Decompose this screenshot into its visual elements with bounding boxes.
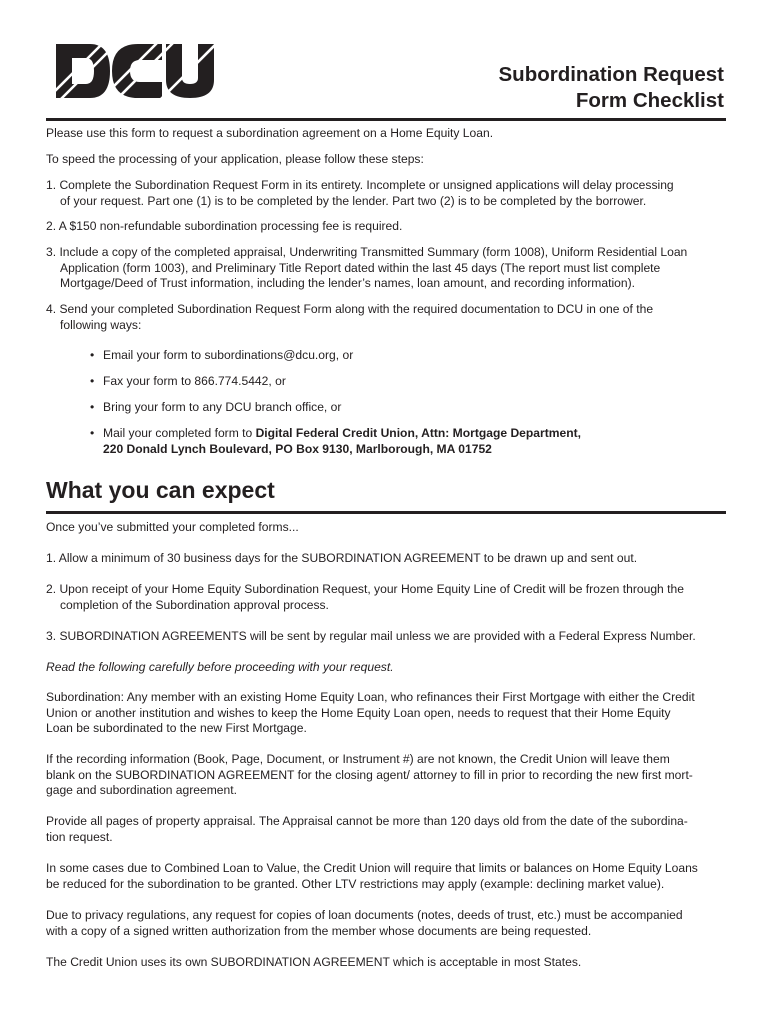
intro-steps-lead: To speed the processing of your application, please follow these steps: <box>46 152 424 166</box>
section-divider <box>46 511 726 514</box>
section-title-expect: What you can expect <box>46 477 275 503</box>
bullet-icon: • <box>90 348 95 362</box>
expect-item-2: 2. Upon receipt of your Home Equity Subordination Request, your Home Equity Line of Credit will be frozen through the completion of the Subordination approval process. <box>46 582 684 612</box>
step-2: 2. A $150 non-refundable subordination processing fee is required. <box>46 219 403 233</box>
way-mail: • Mail your completed form to Digital Federal Credit Union, Attn: Mortgage Department, 220 Donald Lynch Boulevard, PO Box 9130, Marlborough, MA 01752 <box>90 426 582 456</box>
step-3: 3. Include a copy of the completed appraisal, Underwriting Transmitted Summary (form 1008), Uniform Residential Loan Application (form 1003), and Preliminary Title Report dated within the last 45 days (The report must list complete Mortgage/Deed of Trust information, including the lender’s names, loan amount, and recording information). <box>46 245 688 291</box>
bullet-icon: • <box>90 400 95 414</box>
expect-item-3: 3. SUBORDINATION AGREEMENTS will be sent by regular mail unless we are provided with a Federal Express Number. <box>46 629 696 643</box>
title-line-2: Form Checklist <box>575 89 724 112</box>
paragraph-ltv: In some cases due to Combined Loan to Value, the Credit Union will require that limits or balances on Home Equity Loans be reduced for the subordination to be granted. Other LTV restrictions may apply (example: declining market value). <box>46 861 698 891</box>
dcu-logo <box>54 40 216 102</box>
mail-address-line-2: 220 Donald Lynch Boulevard, PO Box 9130, Marlborough, MA 01752 <box>103 441 492 456</box>
header-divider <box>46 118 726 121</box>
paragraph-recording-info: If the recording information (Book, Page, Document, or Instrument #) are not known, the Credit Union will leave them blank on the SUBORDINATION AGREEMENT for the closing agent/ attorney to fill in prior to recording the new first mort- gage and subordination agreement. <box>46 752 693 798</box>
way-fax: • Fax your form to 866.774.5442, or <box>90 374 286 388</box>
paragraph-subordination: Subordination: Any member with an existing Home Equity Loan, who refinances their First Mortgage with either the Credit Union or another institution and wishes to keep the Home Equity Loan open, needs to request that their Home Equity Loan be subordinated to the new First Mortgage. <box>46 690 695 736</box>
bullet-icon: • <box>90 374 95 388</box>
paragraph-agreement: The Credit Union uses its own SUBORDINATION AGREEMENT which is acceptable in most States. <box>46 955 582 969</box>
way-email: • Email your form to subordinations@dcu.org, or <box>90 348 354 362</box>
expect-intro: Once you’ve submitted your completed forms... <box>46 520 299 534</box>
title-line-1: Subordination Request <box>498 63 724 86</box>
step-4: 4. Send your completed Subordination Request Form along with the required documentation to DCU in one of the following ways: <box>46 302 654 332</box>
bullet-icon: • <box>90 426 95 440</box>
read-carefully-note: Read the following carefully before proceeding with your request. <box>46 660 394 674</box>
way-branch: • Bring your form to any DCU branch office, or <box>90 400 342 414</box>
paragraph-privacy: Due to privacy regulations, any request for copies of loan documents (notes, deeds of trust, etc.) must be accompanied with a copy of a signed written authorization from the member whose documents are being requested. <box>46 908 683 938</box>
paragraph-appraisal: Provide all pages of property appraisal. The Appraisal cannot be more than 120 days old from the date of the subordina- tion request. <box>46 814 688 844</box>
mail-address-line-1: Digital Federal Credit Union, Attn: Mortgage Department, <box>255 426 582 440</box>
expect-item-1: 1. Allow a minimum of 30 business days for the SUBORDINATION AGREEMENT to be drawn up and sent out. <box>46 551 638 565</box>
page-title <box>499 62 725 114</box>
step-1: 1. Complete the Subordination Request Form in its entirety. Incomplete or unsigned applications will delay processing of your request. Part one (1) is to be completed by the lender. Part two (2) is to be completed by the borrower. <box>46 178 674 208</box>
intro-paragraph: Please use this form to request a subordination agreement on a Home Equity Loan. <box>46 126 494 140</box>
